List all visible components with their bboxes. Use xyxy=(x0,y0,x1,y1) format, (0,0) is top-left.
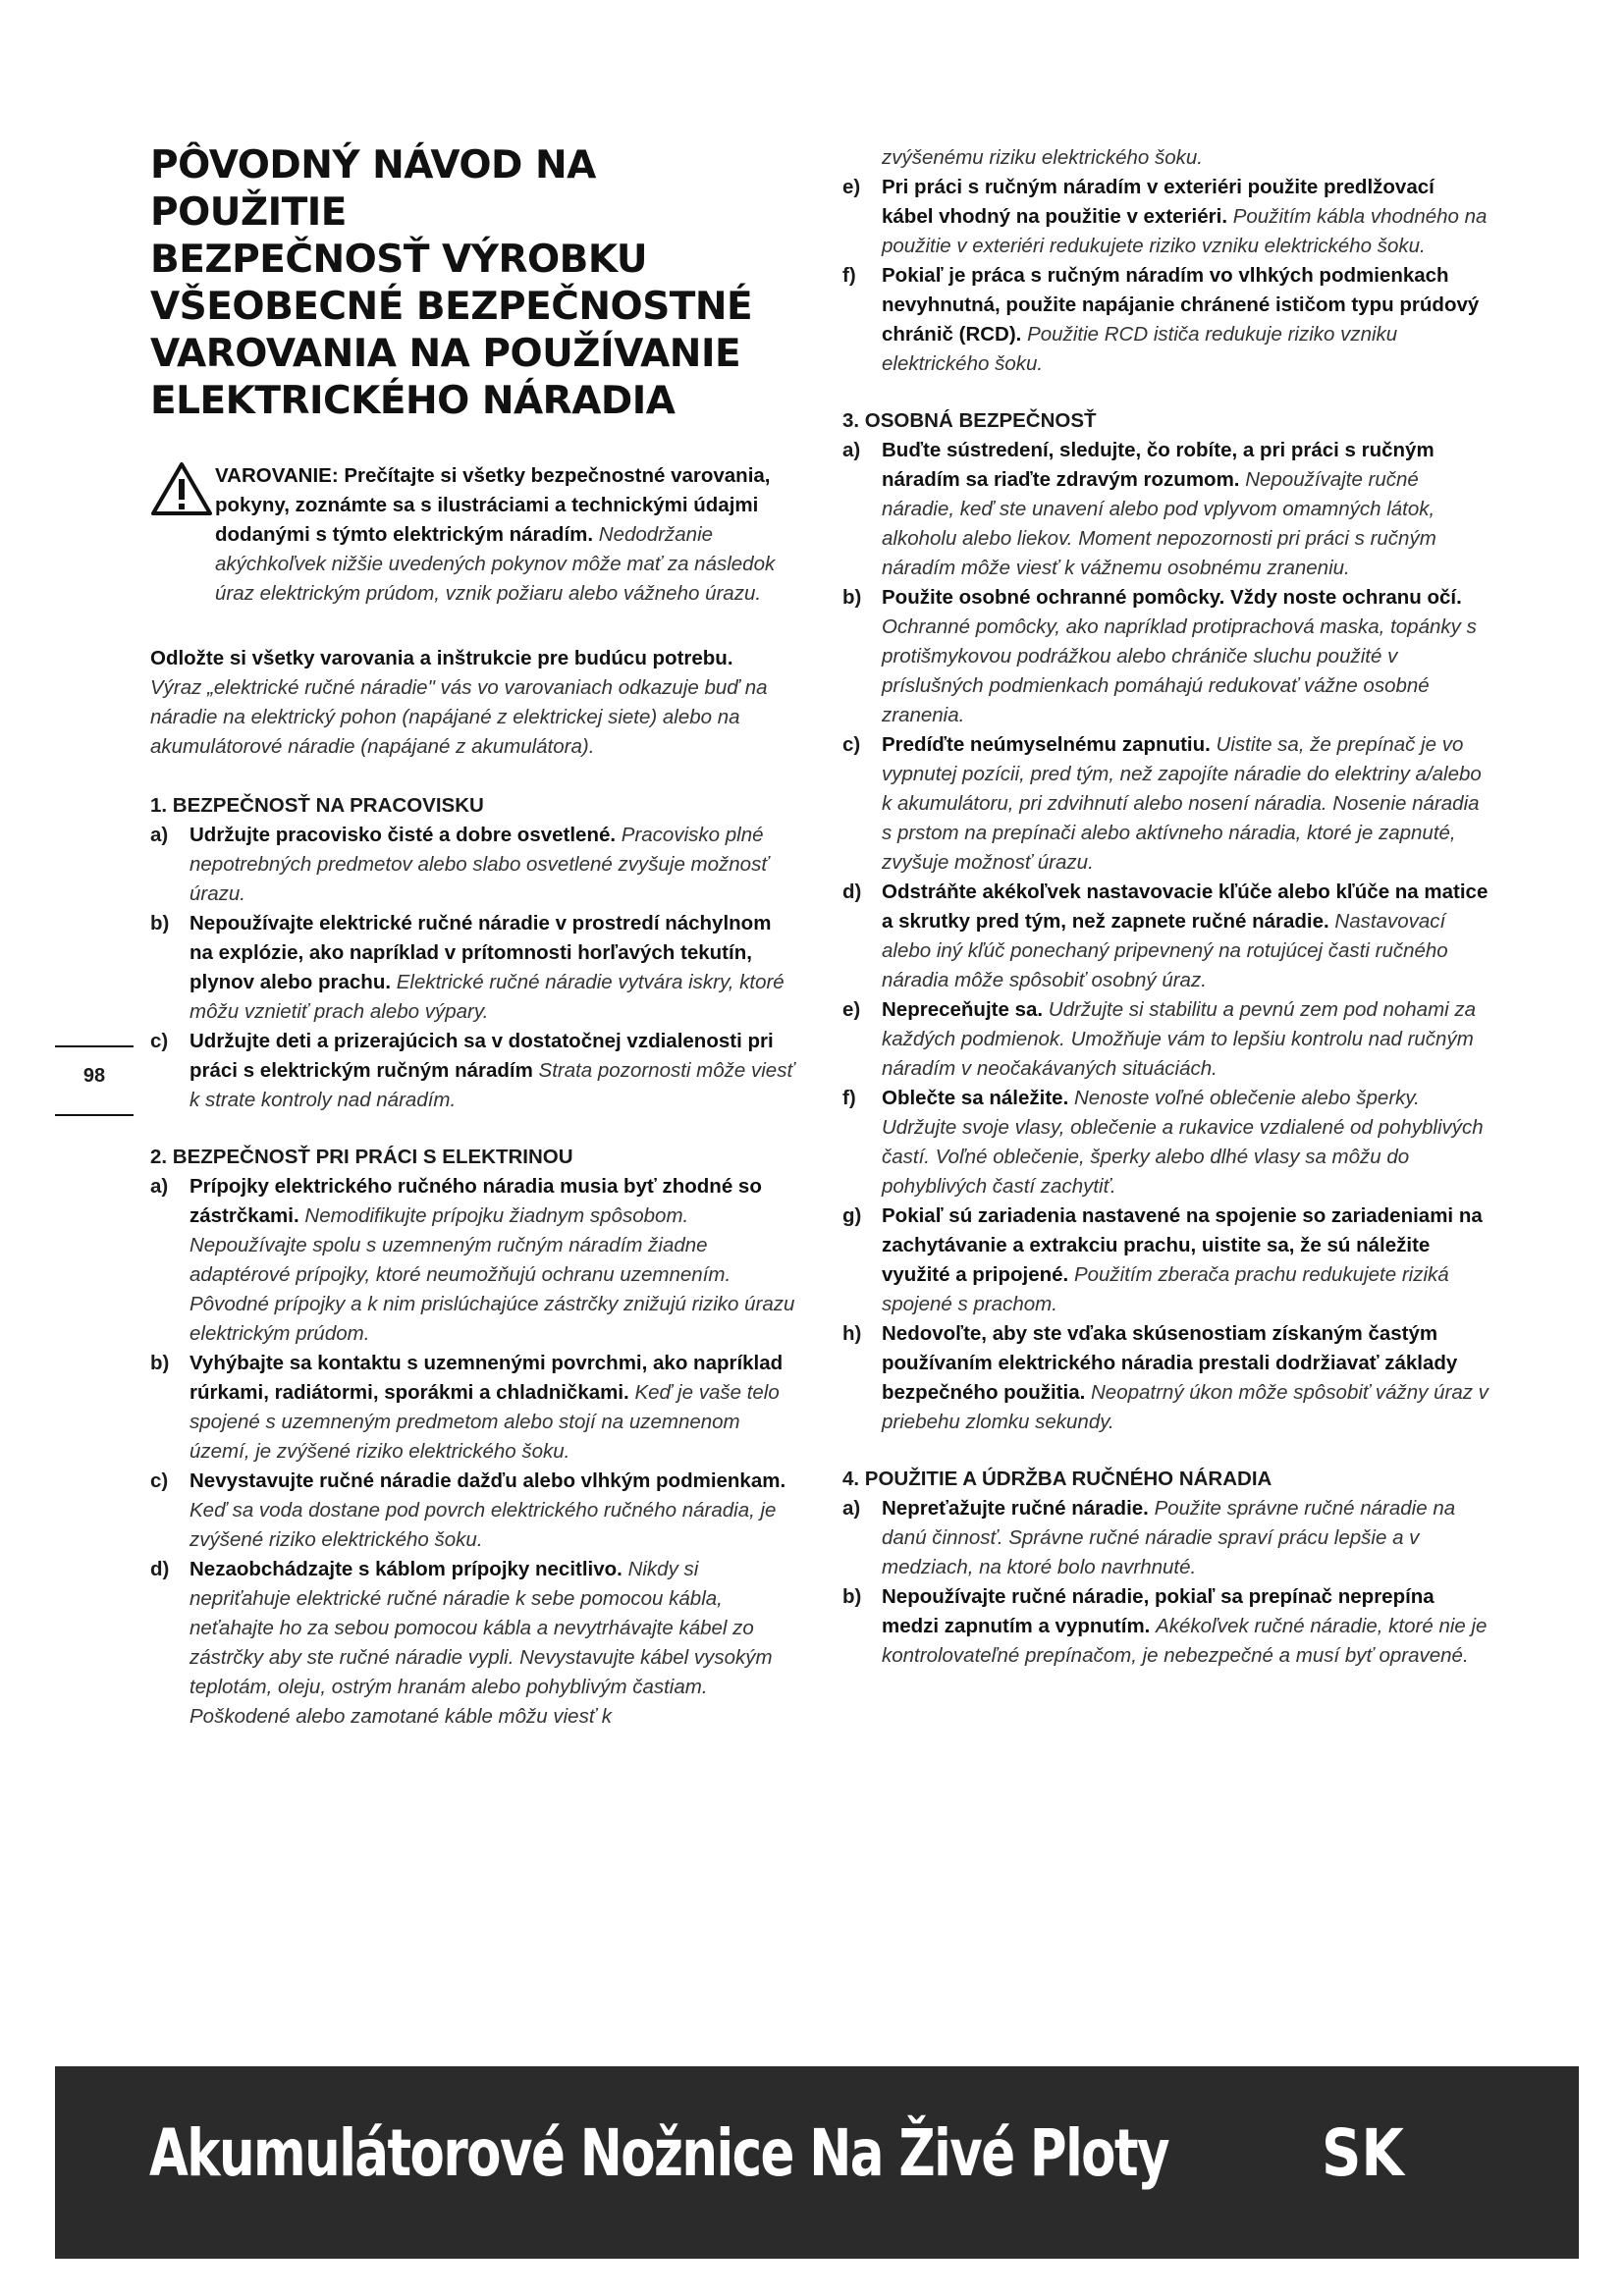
item-label: a) xyxy=(150,824,169,846)
page-title xyxy=(150,142,818,425)
item-text xyxy=(882,1494,1490,1582)
item-label: b) xyxy=(150,912,170,934)
item-text xyxy=(882,1582,1490,1671)
item-explanation: Nemodifikujte prípojku žiadnym spôsobom. Nepoužívajte spolu s uzemneným ručným náradím žiadne adaptérové prípojky, ktoré neumožňujú ochranu uzemnením. Pôvodné prípojky a k nim prislúchajúce zástrčky znižujú riziko úrazu elektrickým prúdom. xyxy=(189,1204,795,1345)
item-label: c) xyxy=(150,1030,169,1052)
item-text xyxy=(189,821,798,909)
item-instruction: Udržujte pracovisko čisté a dobre osvetlené. xyxy=(189,824,617,846)
item-text xyxy=(189,1555,798,1732)
list-item xyxy=(842,878,1490,995)
item-label: b) xyxy=(150,1352,170,1374)
list-item xyxy=(150,821,798,909)
item-instruction: Použite osobné ochranné pomôcky. Vždy noste ochranu očí. xyxy=(882,586,1462,609)
item-text xyxy=(882,261,1490,379)
item-instruction: Prípojky elektrického ručného náradia musia byť zhodné so zástrčkami. xyxy=(189,1175,762,1227)
item-text xyxy=(189,1349,798,1467)
item-label: c) xyxy=(842,733,861,756)
continued-text: zvýšenému riziku elektrického šoku. xyxy=(882,146,1203,169)
item-label: e) xyxy=(842,176,861,198)
item-explanation: Nastavovací alebo iný kľúč ponechaný pripevnený na rotujúcej časti ručného náradia môže spôsobiť osobný úraz. xyxy=(882,910,1448,991)
item-instruction: Pokiaľ je práca s ručným náradím vo vlhkých podmienkach nevyhnutná, použite napájanie chránené ističom typu prúdový chránič (RCD). xyxy=(882,264,1480,346)
list-item xyxy=(842,1494,1490,1582)
list-item xyxy=(842,261,1490,379)
item-label: d) xyxy=(150,1558,170,1580)
item-explanation: Pracovisko plné nepotrebných predmetov alebo slabo osvetlené zvyšuje možnosť úrazu. xyxy=(189,824,769,905)
item-explanation: Nenoste voľné oblečenie alebo šperky. Udržujte svoje vlasy, oblečenie a rukavice vzdialené od pohyblivých častí. Voľné oblečenie, šperky alebo dlhé vlasy sa môžu do pohyblivých častí zachytiť. xyxy=(882,1087,1484,1198)
item-text xyxy=(189,1467,798,1555)
keep-heading: Odložte si všetky varovania a inštrukcie pre budúcu potrebu. xyxy=(150,647,733,669)
list-item xyxy=(842,1319,1490,1437)
item-instruction: Buďte sústredení, sledujte, čo robíte, a pri práci s ručným náradím sa riaďte zdravým rozumom. xyxy=(882,439,1435,491)
item-instruction: Nezaobchádzajte s káblom prípojky necitlivo. xyxy=(189,1558,623,1580)
footer-banner xyxy=(55,2066,1579,2259)
list-item xyxy=(842,995,1490,1084)
item-text xyxy=(882,1319,1490,1437)
warning-triangle-icon xyxy=(150,461,213,516)
list-item xyxy=(842,1201,1490,1319)
footer-title: Akumulátorové Nožnice Na Živé Ploty xyxy=(149,2115,1169,2191)
item-explanation: Nepoužívajte ručné náradie, keď ste unavení alebo pod vplyvom omamných látok, alkoholu alebo liekov. Moment nepozornosti pri práci s ručným náradím môže viesť k vážnemu osobnému zraneniu. xyxy=(882,468,1436,579)
section xyxy=(842,1465,1490,1671)
item-explanation: Neopatrný úkon môže spôsobiť vážny úraz v priebehu zlomku sekundy. xyxy=(882,1381,1489,1433)
item-label: b) xyxy=(842,1585,862,1608)
item-label: a) xyxy=(842,1497,861,1520)
list-item xyxy=(150,1027,798,1115)
list-item xyxy=(150,1555,798,1732)
item-explanation: Použitím kábla vhodného na použitie v exteriéri redukujete riziko vzniku elektrického šoku. xyxy=(882,205,1488,257)
item-explanation: Elektrické ručné náradie vytvára iskry, ktoré môžu vznietiť prach alebo výpary. xyxy=(189,971,785,1023)
item-explanation: Uistite sa, že prepínač je vo vypnutej pozícii, pred tým, než zapojíte náradie do elektriny a/alebo k akumulátoru, pri zdvihnutí alebo nosení náradia. Nosenie náradia s prstom na prepínači alebo aktívneho náradia, ktoré je zapnuté, zvyšuje možnosť úrazu. xyxy=(882,733,1482,874)
item-instruction: Oblečte sa náležite. xyxy=(882,1087,1069,1109)
item-label: a) xyxy=(842,439,861,461)
list-item xyxy=(150,1172,798,1349)
section xyxy=(150,791,798,1115)
warning-block xyxy=(150,461,798,609)
page-number: 98 xyxy=(82,1065,106,1087)
list-item xyxy=(150,1349,798,1467)
item-text xyxy=(189,909,798,1027)
item-instruction: Vyhýbajte sa kontaktu s uzemnenými povrchmi, ako napríklad rúrkami, radiátormi, sporákmi a chladničkami. xyxy=(189,1352,784,1404)
item-text xyxy=(882,173,1490,261)
item-instruction: Nepreťažujte ručné náradie. xyxy=(882,1497,1149,1520)
right-column xyxy=(842,143,1490,1698)
item-label: c) xyxy=(150,1469,169,1492)
item-instruction: Udržujte deti a prizerajúcich sa v dostatočnej vzdialenosti pri práci s elektrickým ručným náradím xyxy=(189,1030,774,1082)
item-instruction: Pokiaľ sú zariadenia nastavené na spojenie so zariadeniami na zachytávanie a extrakciu prachu, uistite sa, že sú náležite využité a pripojené. xyxy=(882,1204,1483,1286)
section-heading: 1. BEZPEČNOSŤ NA PRACOVISKU xyxy=(150,794,484,817)
keep-instructions xyxy=(150,644,798,762)
list-item xyxy=(842,436,1490,583)
title-line: PÔVODNÝ NÁVOD NA xyxy=(150,143,596,187)
warning-consequence: Nedodržanie akýchkoľvek nižšie uvedených pokynov môže mať za následok úraz elektrickým prúdom, vznik požiaru alebo vážneho úrazu. xyxy=(215,523,776,605)
section xyxy=(150,1143,798,1732)
title-line: VAROVANIA NA POUŽÍVANIE xyxy=(150,332,741,376)
item-explanation: Keď sa voda dostane pod povrch elektrického ručného náradia, je zvýšené riziko elektrického šoku. xyxy=(189,1499,777,1551)
item-explanation: Použitím zberača prachu redukujete riziká spojené s prachom. xyxy=(882,1263,1449,1315)
item-label: h) xyxy=(842,1322,862,1345)
item-instruction: Nepoužívajte elektrické ručné náradie v prostredí náchylnom na explózie, ako napríklad v prítomnosti horľavých tekutín, plynov alebo prachu. xyxy=(189,912,772,993)
list-item xyxy=(150,909,798,1027)
item-text xyxy=(882,1201,1490,1319)
item-explanation: Použitie RCD ističa redukuje riziko vzniku elektrického šoku. xyxy=(882,323,1398,375)
item-label: a) xyxy=(150,1175,169,1198)
item-instruction: Nevystavujte ručné náradie dažďu alebo vlhkým podmienkam. xyxy=(189,1469,786,1492)
item-explanation: Keď je vaše telo spojené s uzemneným predmetom alebo stojí na uzemnenom území, je zvýšené riziko elektrického šoku. xyxy=(189,1381,780,1463)
left-column xyxy=(150,461,798,1759)
title-line: POUŽITIE xyxy=(150,190,347,235)
item-explanation: Akékoľvek ručné náradie, ktoré nie je kontrolovateľné prepínačom, je nebezpečné a musí byť opravené. xyxy=(882,1615,1488,1667)
section-heading: 2. BEZPEČNOSŤ PRI PRÁCI S ELEKTRINOU xyxy=(150,1146,573,1168)
list-item xyxy=(842,1582,1490,1671)
item-label: f) xyxy=(842,264,856,287)
item-label: g) xyxy=(842,1204,862,1227)
item-label: e) xyxy=(842,998,861,1021)
item-instruction: Predíďte neúmyselnému zapnutiu. xyxy=(882,733,1211,756)
list-item xyxy=(842,173,1490,261)
title-line: ELEKTRICKÉHO NÁRADIA xyxy=(150,379,676,423)
title-line: VŠEOBECNÉ BEZPEČNOSTNÉ xyxy=(150,285,753,329)
item-text xyxy=(189,1027,798,1115)
list-item xyxy=(842,583,1490,730)
section xyxy=(842,406,1490,1437)
item-label: d) xyxy=(842,881,862,903)
item-explanation: Použite správne ručné náradie na danú činnosť. Správne ručné náradie spraví prácu lepšie a v medziach, na ktoré bolo navrhnuté. xyxy=(882,1497,1456,1578)
list-item xyxy=(842,730,1490,878)
section xyxy=(842,173,1490,379)
item-explanation: Udržujte si stabilitu a pevnú zem pod nohami za každých podmienok. Umožňuje vám to lepšiu kontrolu nad ručným náradím v neočakávaných situáciách. xyxy=(882,998,1477,1080)
list-item xyxy=(150,1467,798,1555)
item-label: b) xyxy=(842,586,862,609)
item-instruction: Nedovoľte, aby ste vďaka skúsenostiam získaným častým používaním elektrického náradia prestali dodržiavať základy bezpečného použitia. xyxy=(882,1322,1458,1404)
item-explanation: Strata pozornosti môže viesť k strate kontroly nad náradím. xyxy=(189,1059,794,1111)
item-instruction: Odstráňte akékoľvek nastavovacie kľúče alebo kľúče na matice a skrutky pred tým, než zapnete ručné náradie. xyxy=(882,881,1489,933)
item-instruction: Nepoužívajte ručné náradie, pokiaľ sa prepínač neprepína medzi zapnutím a vypnutím. xyxy=(882,1585,1435,1637)
page-number-box xyxy=(55,1045,134,1116)
item-instruction: Pri práci s ručným náradím v exteriéri použite predlžovací kábel vhodný na použitie v exteriéri. xyxy=(882,176,1435,228)
footer-language: SK xyxy=(1322,2115,1404,2191)
item-text xyxy=(882,1084,1490,1201)
item-explanation: Ochranné pomôcky, ako napríklad protiprachová maska, topánky s protišmykovou podrážkou alebo chrániče sluchu použité v príslušných podmienkach pomáhajú redukovať vážne osobné zranenia. xyxy=(882,615,1477,726)
item-text xyxy=(882,583,1490,730)
item-text xyxy=(882,730,1490,878)
item-instruction: Nepreceňujte sa. xyxy=(882,998,1044,1021)
item-text xyxy=(882,436,1490,583)
keep-definition: Výraz „elektrické ručné náradie" vás vo varovaniach odkazuje buď na náradie na elektrický pohon (napájané z elektrickej siete) alebo na akumulátorové náradie (napájané z akumulátora). xyxy=(150,676,768,758)
item-text xyxy=(882,995,1490,1084)
title-line: BEZPEČNOSŤ VÝROBKU xyxy=(150,238,648,282)
item-text xyxy=(189,1172,798,1349)
item-text xyxy=(882,878,1490,995)
item-label: f) xyxy=(842,1087,856,1109)
list-item xyxy=(842,1084,1490,1201)
section-heading: 4. POUŽITIE A ÚDRŽBA RUČNÉHO NÁRADIA xyxy=(842,1468,1272,1490)
warning-text: VAROVANIE: Prečítajte si všetky bezpečnostné varovania, pokyny, zoznámte sa s ilustráciami a technickými údajmi dodanými s týmto elektrickým náradím. xyxy=(215,464,771,546)
section-heading: 3. OSOBNÁ BEZPEČNOSŤ xyxy=(842,409,1097,432)
item-explanation: Nikdy si nepriťahuje elektrické ručné náradie k sebe pomocou kábla, neťahajte ho za sebou pomocou kábla a nevytrhávajte kábel zo zástrčky aby ste ručné náradie vypli. Nevystavujte kábel vysokým teplotám, oleju, ostrým hranám alebo pohyblivým častiam. Poškodené alebo zamotané káble môžu viesť k xyxy=(189,1558,773,1728)
